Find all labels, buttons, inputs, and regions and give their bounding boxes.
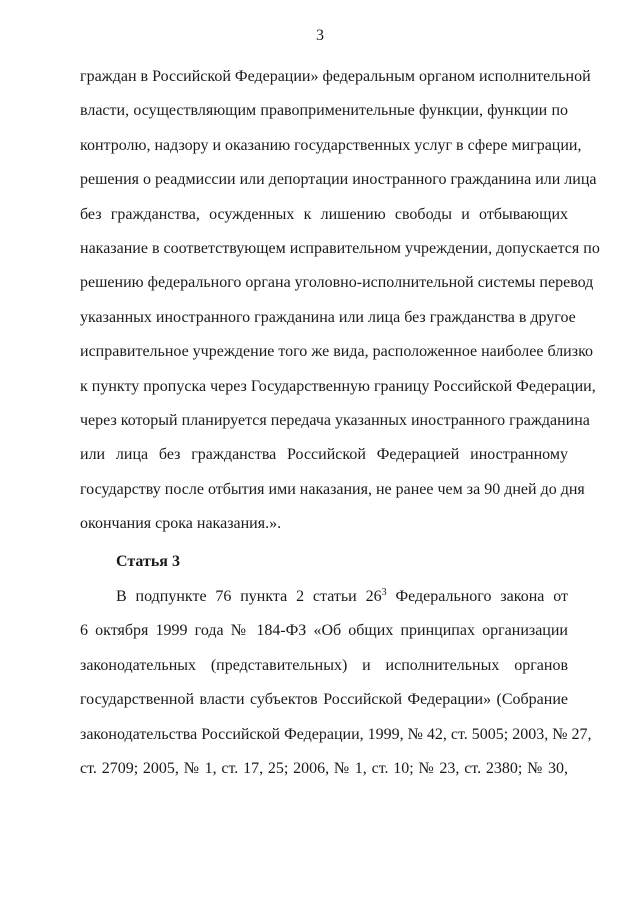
text-line: окончания срока наказания.». [80, 515, 282, 533]
text-line: решению федерального органа уголовно-исполнительной системы перевод [80, 274, 594, 292]
article-paragraph [80, 587, 592, 793]
paragraph-continuation [80, 67, 600, 548]
text-line: без гражданства, осужденных к лишению свободы и отбывающих [80, 205, 568, 223]
superscript: 3 [381, 587, 387, 598]
text-line-first [80, 587, 568, 621]
text-line: наказание в соответствующем исправительном учреждении, допускается по [80, 239, 600, 257]
text-line: государству после отбытия ими наказания, не ранее чем за 90 дней до дня [80, 480, 585, 498]
text-line: законодательных (представительных) и исполнительных органов [80, 656, 568, 674]
text-line: или лица без гражданства Российской Федерацией иностранному [80, 446, 568, 464]
text-line: решения о реадмиссии или депортации иностранного гражданина или лица [80, 171, 597, 189]
text-line: через который планируется передача указанных иностранного гражданина [80, 411, 590, 429]
text-line: исправительное учреждение того же вида, расположенное наиболее близко [80, 343, 594, 361]
text-line: законодательства Российской Федерации, 1999, № 42, ст. 5005; 2003, № 27, [80, 725, 592, 743]
text-line: государственной власти субъектов Российской Федерации» (Собрание [80, 691, 568, 709]
article-heading: Статья 3 [116, 553, 180, 570]
text-line: к пункту пропуска через Государственную границу Российской Федерации, [80, 377, 596, 395]
text-line: ст. 2709; 2005, № 1, ст. 17, 25; 2006, № 1, ст. 10; № 23, ст. 2380; № 30, [80, 759, 568, 777]
text-fragment: Федерального закона от [386, 588, 568, 605]
text-line: власти, осуществляющим правоприменительные функции, функции по [80, 102, 568, 120]
page-number: 3 [316, 27, 324, 44]
text-fragment: В подпункте 76 пункта 2 статьи 26 [116, 588, 382, 605]
text-line: граждан в Российской Федерации» федеральным органом исполнительной [80, 68, 591, 85]
text-line: 6 октября 1999 года № 184-ФЗ «Об общих принципах организации [80, 622, 568, 640]
text-line: контролю, надзору и оказанию государственных услуг в сфере миграции, [80, 136, 582, 154]
text-line: указанных иностранного гражданина или лица без гражданства в другое [80, 308, 576, 326]
